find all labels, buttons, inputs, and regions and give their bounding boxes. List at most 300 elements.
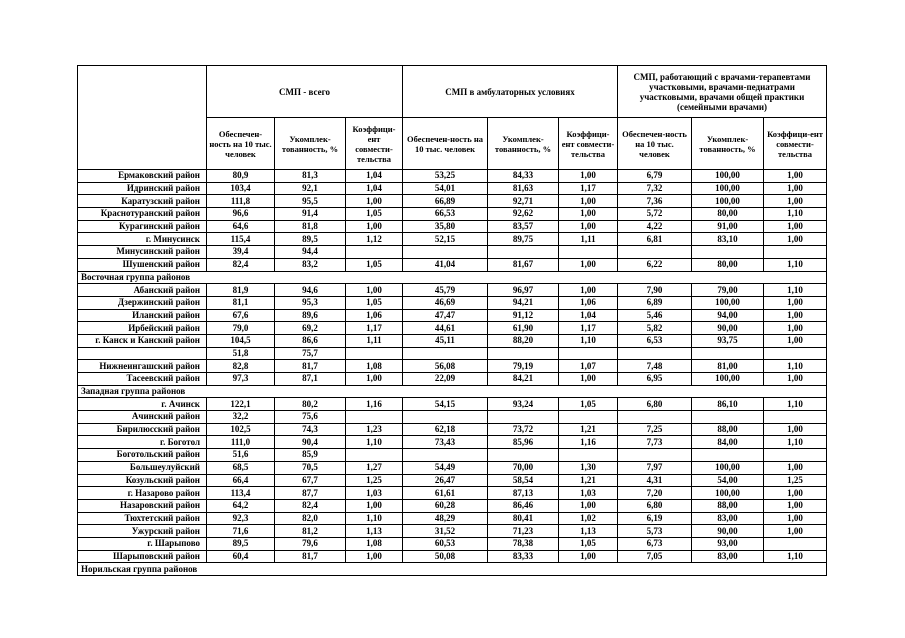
- table-cell: 100,00: [692, 182, 764, 195]
- district-name: Большеулуйский: [78, 461, 207, 474]
- table-cell: 95,5: [275, 195, 346, 208]
- table-cell: [403, 449, 488, 462]
- table-cell: 31,52: [403, 525, 488, 538]
- table-cell: 67,7: [275, 474, 346, 487]
- table-cell: 122,1: [207, 398, 275, 411]
- table-cell: 1,00: [346, 499, 403, 512]
- table-cell: 1,00: [764, 461, 827, 474]
- table-cell: 79,19: [488, 360, 559, 373]
- table-cell: 5,73: [618, 525, 692, 538]
- table-cell: 100,00: [692, 195, 764, 208]
- district-name: г. Канск и Канский район: [78, 334, 207, 347]
- subheader-staffing: Укомплек-тованность, %: [488, 118, 559, 170]
- district-name: Тюхтетский район: [78, 512, 207, 525]
- table-cell: 80,00: [692, 258, 764, 271]
- table-row: [78, 322, 827, 335]
- table-cell: 100,00: [692, 373, 764, 386]
- table-cell: 4,31: [618, 474, 692, 487]
- district-name: г. Минусинск: [78, 233, 207, 246]
- table-cell: 54,15: [403, 398, 488, 411]
- table-row: [78, 246, 827, 259]
- table-row: [78, 537, 827, 550]
- table-cell: 92,1: [275, 182, 346, 195]
- district-name: [78, 347, 207, 360]
- table-cell: 50,08: [403, 550, 488, 563]
- table-row: [78, 233, 827, 246]
- table-cell: 1,21: [559, 474, 618, 487]
- district-name: Ачинский район: [78, 411, 207, 424]
- table-cell: 86,10: [692, 398, 764, 411]
- table-cell: 45,11: [403, 334, 488, 347]
- section-row: [78, 385, 827, 398]
- table-cell: 1,11: [346, 334, 403, 347]
- subheader-coefficient: Коэффици-ент совмести-тельства: [764, 118, 827, 170]
- table-cell: 82,4: [275, 499, 346, 512]
- table-cell: 6,79: [618, 170, 692, 183]
- table-cell: 35,80: [403, 220, 488, 233]
- table-cell: [618, 411, 692, 424]
- table-cell: 1,21: [559, 423, 618, 436]
- table-cell: [559, 411, 618, 424]
- table-cell: 1,00: [559, 195, 618, 208]
- table-cell: 104,5: [207, 334, 275, 347]
- table-row: [78, 499, 827, 512]
- group-header-total: СМП - всего: [207, 66, 403, 118]
- table-cell: 1,00: [764, 309, 827, 322]
- table-cell: 1,00: [559, 170, 618, 183]
- table-cell: 90,00: [692, 525, 764, 538]
- table-cell: 1,05: [346, 208, 403, 221]
- table-cell: [764, 537, 827, 550]
- table-cell: 7,25: [618, 423, 692, 436]
- group-header-ambulatory: СМП в амбулаторных условиях: [403, 66, 618, 118]
- district-name: Идринский район: [78, 182, 207, 195]
- table-cell: 7,20: [618, 487, 692, 500]
- table-cell: 1,00: [764, 170, 827, 183]
- table-cell: 1,10: [559, 334, 618, 347]
- table-cell: 84,33: [488, 170, 559, 183]
- table-cell: 79,0: [207, 322, 275, 335]
- staffing-table: [77, 65, 827, 576]
- table-cell: 6,53: [618, 334, 692, 347]
- district-name: Козульский район: [78, 474, 207, 487]
- table-cell: 81,1: [207, 296, 275, 309]
- section-label: Западная группа районов: [78, 385, 827, 398]
- district-name: Боготольский район: [78, 449, 207, 462]
- table-cell: [764, 411, 827, 424]
- table-cell: 7,05: [618, 550, 692, 563]
- table-cell: 100,00: [692, 487, 764, 500]
- table-cell: 94,00: [692, 309, 764, 322]
- table-cell: 81,8: [275, 220, 346, 233]
- table-cell: 86,46: [488, 499, 559, 512]
- district-name: г. Ачинск: [78, 398, 207, 411]
- table-cell: 1,06: [559, 296, 618, 309]
- table-cell: 81,2: [275, 525, 346, 538]
- table-cell: 89,75: [488, 233, 559, 246]
- table-cell: 70,00: [488, 461, 559, 474]
- table-cell: 94,21: [488, 296, 559, 309]
- table-cell: 97,3: [207, 373, 275, 386]
- table-cell: 1,00: [346, 220, 403, 233]
- table-cell: 94,6: [275, 284, 346, 297]
- section-label: Норильская группа районов: [78, 563, 827, 576]
- table-cell: [488, 246, 559, 259]
- section-row: [78, 563, 827, 576]
- table-cell: [346, 449, 403, 462]
- subheader-coefficient: Коэффици-ент совмести-тельства: [346, 118, 403, 170]
- table-cell: 6,81: [618, 233, 692, 246]
- table-cell: 80,41: [488, 512, 559, 525]
- table-cell: 22,09: [403, 373, 488, 386]
- table-row: [78, 512, 827, 525]
- table-cell: 1,07: [559, 360, 618, 373]
- table-cell: 1,00: [764, 512, 827, 525]
- table-cell: 62,18: [403, 423, 488, 436]
- table-row: [78, 550, 827, 563]
- table-cell: 83,33: [488, 550, 559, 563]
- section-label: Восточная группа районов: [78, 271, 827, 284]
- table-cell: [346, 246, 403, 259]
- table-cell: 1,00: [559, 373, 618, 386]
- table-row: [78, 398, 827, 411]
- table-cell: [403, 411, 488, 424]
- district-name: Минусинский район: [78, 246, 207, 259]
- table-cell: 111,0: [207, 436, 275, 449]
- table-row: [78, 487, 827, 500]
- table-row: [78, 195, 827, 208]
- table-cell: 100,00: [692, 170, 764, 183]
- table-cell: 70,5: [275, 461, 346, 474]
- table-cell: 1,00: [764, 373, 827, 386]
- table-cell: 1,17: [346, 322, 403, 335]
- table-cell: 61,90: [488, 322, 559, 335]
- table-cell: 1,10: [764, 258, 827, 271]
- table-cell: 90,00: [692, 322, 764, 335]
- table-cell: 95,3: [275, 296, 346, 309]
- table-cell: 88,20: [488, 334, 559, 347]
- table-cell: 1,10: [764, 398, 827, 411]
- table-cell: 1,05: [346, 258, 403, 271]
- table-cell: 5,46: [618, 309, 692, 322]
- table-cell: 1,12: [346, 233, 403, 246]
- table-cell: 1,02: [559, 512, 618, 525]
- table-cell: 88,00: [692, 423, 764, 436]
- table-cell: 115,4: [207, 233, 275, 246]
- table-cell: 103,4: [207, 182, 275, 195]
- table-row: [78, 208, 827, 221]
- table-cell: 80,00: [692, 208, 764, 221]
- table-cell: 1,05: [559, 537, 618, 550]
- table-cell: 60,28: [403, 499, 488, 512]
- table-row: [78, 347, 827, 360]
- table-cell: 66,89: [403, 195, 488, 208]
- table-row: [78, 182, 827, 195]
- district-name: Иланский район: [78, 309, 207, 322]
- table-cell: 1,00: [764, 487, 827, 500]
- table-cell: 48,29: [403, 512, 488, 525]
- table-cell: [692, 449, 764, 462]
- table-cell: 6,80: [618, 499, 692, 512]
- table-cell: [559, 449, 618, 462]
- table-cell: 1,11: [559, 233, 618, 246]
- table-cell: 111,8: [207, 195, 275, 208]
- table-cell: 73,72: [488, 423, 559, 436]
- table-cell: 1,00: [764, 296, 827, 309]
- table-cell: 84,21: [488, 373, 559, 386]
- table-cell: 1,00: [346, 284, 403, 297]
- table-cell: 5,82: [618, 322, 692, 335]
- table-cell: 1,17: [559, 182, 618, 195]
- district-name: Курагинский район: [78, 220, 207, 233]
- table-cell: 1,00: [764, 499, 827, 512]
- table-cell: [403, 347, 488, 360]
- table-cell: 41,04: [403, 258, 488, 271]
- district-name: г. Назарово район: [78, 487, 207, 500]
- table-cell: 100,00: [692, 296, 764, 309]
- table-cell: 66,53: [403, 208, 488, 221]
- table-row: [78, 373, 827, 386]
- subheader-provision: Обеспечен-ность на 10 тыс. человек: [618, 118, 692, 170]
- table-cell: 79,6: [275, 537, 346, 550]
- table-cell: 1,00: [559, 284, 618, 297]
- table-cell: 1,25: [764, 474, 827, 487]
- table-cell: [488, 411, 559, 424]
- table-cell: 83,10: [692, 233, 764, 246]
- table-cell: [488, 347, 559, 360]
- district-name: Абанский район: [78, 284, 207, 297]
- table-cell: [618, 449, 692, 462]
- table-cell: 7,32: [618, 182, 692, 195]
- district-name: Тасеевский район: [78, 373, 207, 386]
- table-row: [78, 284, 827, 297]
- table-cell: 1,16: [559, 436, 618, 449]
- district-name: г. Шарыпово: [78, 537, 207, 550]
- district-name: Каратузский район: [78, 195, 207, 208]
- table-cell: 7,97: [618, 461, 692, 474]
- table-cell: 1,23: [346, 423, 403, 436]
- document-page: [77, 65, 827, 576]
- table-row: [78, 411, 827, 424]
- table-cell: [559, 347, 618, 360]
- table-cell: 44,61: [403, 322, 488, 335]
- district-name: Назаровский район: [78, 499, 207, 512]
- table-cell: 75,6: [275, 411, 346, 424]
- table-cell: 7,48: [618, 360, 692, 373]
- table-cell: 1,13: [559, 525, 618, 538]
- table-cell: 85,96: [488, 436, 559, 449]
- table-cell: 93,00: [692, 537, 764, 550]
- table-cell: 113,4: [207, 487, 275, 500]
- table-cell: 82,4: [207, 258, 275, 271]
- table-cell: 51,6: [207, 449, 275, 462]
- subheader-provision: Обеспечен-ность на 10 тыс. человек: [403, 118, 488, 170]
- table-cell: 81,00: [692, 360, 764, 373]
- table-cell: [764, 246, 827, 259]
- table-cell: 7,90: [618, 284, 692, 297]
- table-cell: 6,73: [618, 537, 692, 550]
- table-cell: 83,00: [692, 550, 764, 563]
- subheader-staffing: Укомплек-тованность, %: [692, 118, 764, 170]
- table-row: [78, 449, 827, 462]
- table-cell: 32,2: [207, 411, 275, 424]
- table-cell: 67,6: [207, 309, 275, 322]
- table-cell: 75,7: [275, 347, 346, 360]
- table-cell: 1,17: [559, 322, 618, 335]
- table-cell: 81,7: [275, 550, 346, 563]
- table-cell: 86,6: [275, 334, 346, 347]
- table-cell: 96,97: [488, 284, 559, 297]
- table-cell: 89,6: [275, 309, 346, 322]
- table-cell: [488, 449, 559, 462]
- table-cell: 60,53: [403, 537, 488, 550]
- table-cell: 58,54: [488, 474, 559, 487]
- table-cell: 1,00: [764, 322, 827, 335]
- table-cell: 78,38: [488, 537, 559, 550]
- table-cell: 92,3: [207, 512, 275, 525]
- table-cell: 1,13: [346, 525, 403, 538]
- table-cell: 6,19: [618, 512, 692, 525]
- table-cell: 1,00: [559, 550, 618, 563]
- table-cell: 1,00: [764, 423, 827, 436]
- table-cell: 1,10: [346, 436, 403, 449]
- table-cell: 1,25: [346, 474, 403, 487]
- table-row: [78, 360, 827, 373]
- table-cell: 87,13: [488, 487, 559, 500]
- table-cell: 102,5: [207, 423, 275, 436]
- table-cell: 1,10: [764, 284, 827, 297]
- table-cell: 73,43: [403, 436, 488, 449]
- table-cell: [692, 246, 764, 259]
- table-cell: [692, 411, 764, 424]
- table-cell: 81,67: [488, 258, 559, 271]
- table-cell: 1,00: [559, 208, 618, 221]
- table-cell: 1,10: [764, 436, 827, 449]
- table-row: [78, 474, 827, 487]
- table-row: [78, 258, 827, 271]
- table-cell: 1,10: [764, 208, 827, 221]
- table-row: [78, 309, 827, 322]
- table-cell: 94,4: [275, 246, 346, 259]
- table-cell: 52,15: [403, 233, 488, 246]
- table-cell: 1,10: [764, 550, 827, 563]
- table-cell: 54,00: [692, 474, 764, 487]
- table-cell: 54,49: [403, 461, 488, 474]
- table-cell: 74,3: [275, 423, 346, 436]
- table-cell: 1,00: [346, 550, 403, 563]
- table-cell: 6,89: [618, 296, 692, 309]
- table-cell: 6,80: [618, 398, 692, 411]
- table-cell: 92,62: [488, 208, 559, 221]
- table-cell: 83,00: [692, 512, 764, 525]
- table-cell: 1,08: [346, 537, 403, 550]
- table-cell: 4,22: [618, 220, 692, 233]
- table-cell: 1,05: [346, 296, 403, 309]
- table-cell: 91,00: [692, 220, 764, 233]
- table-cell: [346, 411, 403, 424]
- table-cell: 1,10: [346, 512, 403, 525]
- table-cell: 93,24: [488, 398, 559, 411]
- table-row: [78, 296, 827, 309]
- district-name: Ирбейский район: [78, 322, 207, 335]
- table-cell: 100,00: [692, 461, 764, 474]
- table-cell: 66,4: [207, 474, 275, 487]
- table-cell: [403, 246, 488, 259]
- table-cell: 1,00: [764, 334, 827, 347]
- table-row: [78, 334, 827, 347]
- table-cell: 88,00: [692, 499, 764, 512]
- table-cell: 91,4: [275, 208, 346, 221]
- table-cell: 1,00: [346, 373, 403, 386]
- group-header-district-doctors: СМП, работающий с врачами-терапевтами участковыми, врачами-педиатрами участковыми, врачами общей практики (семейными врачами): [618, 66, 827, 118]
- table-cell: 1,00: [559, 258, 618, 271]
- table-row: [78, 436, 827, 449]
- table-cell: 90,4: [275, 436, 346, 449]
- table-cell: 1,00: [764, 182, 827, 195]
- table-cell: 87,1: [275, 373, 346, 386]
- table-cell: [764, 449, 827, 462]
- table-cell: 1,06: [346, 309, 403, 322]
- table-cell: [618, 246, 692, 259]
- table-cell: 60,4: [207, 550, 275, 563]
- district-name: г. Боготол: [78, 436, 207, 449]
- district-name: Дзержинский район: [78, 296, 207, 309]
- table-cell: 81,3: [275, 170, 346, 183]
- table-row: [78, 423, 827, 436]
- table-cell: 79,00: [692, 284, 764, 297]
- district-name: Краснотуранский район: [78, 208, 207, 221]
- table-cell: 85,9: [275, 449, 346, 462]
- table-cell: 93,75: [692, 334, 764, 347]
- table-cell: 7,73: [618, 436, 692, 449]
- table-cell: 1,00: [559, 499, 618, 512]
- table-cell: 39,4: [207, 246, 275, 259]
- table-cell: [346, 347, 403, 360]
- table-cell: 82,0: [275, 512, 346, 525]
- table-cell: 84,00: [692, 436, 764, 449]
- table-cell: 1,08: [346, 360, 403, 373]
- table-cell: 89,5: [275, 233, 346, 246]
- table-cell: 92,71: [488, 195, 559, 208]
- table-cell: [692, 347, 764, 360]
- table-cell: [618, 347, 692, 360]
- table-cell: 71,23: [488, 525, 559, 538]
- table-cell: 1,04: [559, 309, 618, 322]
- table-cell: 47,47: [403, 309, 488, 322]
- table-cell: 51,8: [207, 347, 275, 360]
- table-cell: 80,2: [275, 398, 346, 411]
- table-cell: 80,9: [207, 170, 275, 183]
- district-name: Шарыповский район: [78, 550, 207, 563]
- table-body: [78, 170, 827, 576]
- table-cell: 81,7: [275, 360, 346, 373]
- table-cell: 1,00: [764, 233, 827, 246]
- table-cell: 89,5: [207, 537, 275, 550]
- table-cell: 1,04: [346, 182, 403, 195]
- table-cell: 81,63: [488, 182, 559, 195]
- table-cell: 91,12: [488, 309, 559, 322]
- table-cell: 1,16: [346, 398, 403, 411]
- district-name: Бирилюсский район: [78, 423, 207, 436]
- district-name: Нижнеингашский район: [78, 360, 207, 373]
- district-name: Ужурский район: [78, 525, 207, 538]
- table-cell: 83,57: [488, 220, 559, 233]
- table-cell: 1,03: [346, 487, 403, 500]
- table-row: [78, 220, 827, 233]
- table-cell: 83,2: [275, 258, 346, 271]
- table-cell: 96,6: [207, 208, 275, 221]
- table-cell: 64,2: [207, 499, 275, 512]
